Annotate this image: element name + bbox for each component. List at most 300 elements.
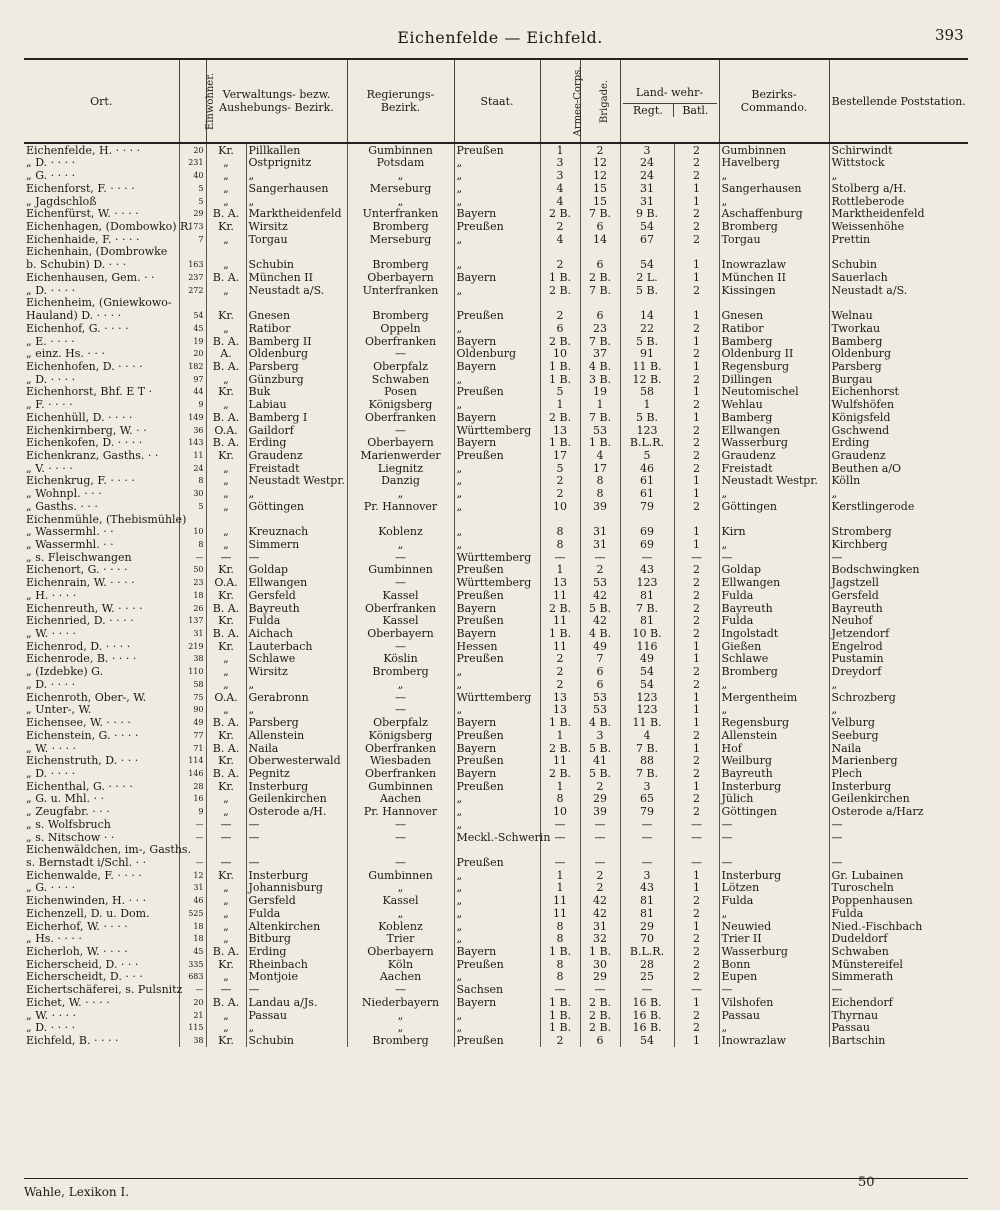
cell-ac: 17 <box>540 449 580 462</box>
col-armeecorps: Armee-Corps. <box>540 60 580 143</box>
cell-po: Schubin <box>829 258 968 271</box>
cell-vb: Ostprignitz <box>246 157 347 170</box>
cell-ab: „ <box>206 933 246 946</box>
cell-st: Bayern <box>454 996 540 1009</box>
cell-ac: 10 <box>540 805 580 818</box>
table-row <box>24 271 968 284</box>
cell-rg: Gumbinnen <box>347 143 454 157</box>
cell-ac: 4 <box>540 195 580 208</box>
cell-vb: Ellwangen <box>246 576 347 589</box>
cell-rt: 31 <box>620 182 674 195</box>
cell-ac: 1 <box>540 564 580 577</box>
cell-rg: Pr. Hannover <box>347 805 454 818</box>
cell-bz: Regensburg <box>719 716 829 729</box>
cell-rt: 69 <box>620 526 674 539</box>
cell-po: Turoscheln <box>829 882 968 895</box>
running-title: Eichenfelde — Eichfeld. <box>397 28 603 47</box>
cell-st: „ <box>454 322 540 335</box>
cell-ac: 1 <box>540 729 580 742</box>
cell-bz: „ <box>719 704 829 717</box>
table-row <box>24 755 968 768</box>
cell-po: Engelrod <box>829 640 968 653</box>
cell-vb: Aichach <box>246 627 347 640</box>
cell-einw: 110 <box>179 665 206 678</box>
cell-ort: Eichfeld, B. · · · · <box>26 1034 119 1048</box>
cell-ac: 4 <box>540 233 580 246</box>
cell-ab: O.A. <box>206 424 246 437</box>
cell-vb: Buk <box>246 386 347 399</box>
table-row <box>24 818 968 831</box>
cell-bg: 5 B. <box>580 742 620 755</box>
table-row <box>24 220 968 233</box>
cell-rg: „ <box>347 882 454 895</box>
cell-vb: Goldap <box>246 564 347 577</box>
table-row <box>24 297 968 310</box>
cell-ort: Eichenkrug, F. · · · · <box>26 474 135 488</box>
cell-rt: 31 <box>620 195 674 208</box>
cell-bg: 4 B. <box>580 716 620 729</box>
table-row <box>24 704 968 717</box>
cell-po: „ <box>829 169 968 182</box>
cell-ort: Eichet, W. · · · · <box>26 995 110 1009</box>
cell-vb: Ratibor <box>246 322 347 335</box>
cell-rg: Aachen <box>347 793 454 806</box>
cell-bz: Kissingen <box>719 284 829 297</box>
cell-ac: 8 <box>540 920 580 933</box>
cell-vb: „ <box>246 1022 347 1035</box>
cell-st: „ <box>454 462 540 475</box>
table-row <box>24 869 968 882</box>
table-row <box>24 500 968 513</box>
cell-einw: 115 <box>179 1022 206 1035</box>
cell-bt: 2 <box>674 589 719 602</box>
cell-bz: Bonn <box>719 958 829 971</box>
cell-rg: Oppeln <box>347 322 454 335</box>
cell-ab: „ <box>206 258 246 271</box>
cell-bt <box>674 844 719 857</box>
cell-vb: Wirsitz <box>246 665 347 678</box>
cell-ab: O.A. <box>206 576 246 589</box>
table-row <box>24 907 968 920</box>
table-row <box>24 449 968 462</box>
cell-ab: O.A. <box>206 691 246 704</box>
cell-ac: 2 B. <box>540 602 580 615</box>
cell-st: „ <box>454 284 540 297</box>
cell-po: Plech <box>829 767 968 780</box>
cell-bg: 2 B. <box>580 1022 620 1035</box>
cell-rt: 43 <box>620 564 674 577</box>
col-landwehr <box>620 60 719 143</box>
cell-rg: Merseburg <box>347 233 454 246</box>
cell-st: „ <box>454 538 540 551</box>
cell-bt: 2 <box>674 208 719 221</box>
cell-bt: 1 <box>674 475 719 488</box>
cell-bg: 3 B. <box>580 373 620 386</box>
col-einwohner: Einwohner. <box>179 60 206 143</box>
cell-rg: Liegnitz <box>347 462 454 475</box>
cell-ac: 1 B. <box>540 1009 580 1022</box>
cell-einw: 50 <box>179 564 206 577</box>
cell-bz: Inowrazlaw <box>719 258 829 271</box>
cell-ac: 1 B. <box>540 360 580 373</box>
table-row <box>24 1034 968 1047</box>
cell-ac: 1 <box>540 869 580 882</box>
cell-st: Meckl.-Schwerin <box>454 831 540 844</box>
cell-rg: — <box>347 576 454 589</box>
cell-rt <box>620 246 674 259</box>
cell-bz: Bamberg <box>719 411 829 424</box>
cell-ab: Kr. <box>206 449 246 462</box>
cell-bz: Vilshofen <box>719 996 829 1009</box>
cell-bg: 39 <box>580 500 620 513</box>
cell-bg: 7 B. <box>580 411 620 424</box>
cell-ab: „ <box>206 462 246 475</box>
table-row <box>24 1009 968 1022</box>
cell-bz: Freistadt <box>719 462 829 475</box>
cell-st: Preußen <box>454 589 540 602</box>
cell-ab: Kr. <box>206 640 246 653</box>
cell-ort: „ Jagdschloß <box>26 194 97 208</box>
cell-st: Bayern <box>454 360 540 373</box>
cell-bg: 14 <box>580 233 620 246</box>
cell-rg: Kassel <box>347 894 454 907</box>
cell-po: Jagstzell <box>829 576 968 589</box>
cell-ac: 2 <box>540 1034 580 1047</box>
cell-ort: „ G. · · · · <box>26 169 76 183</box>
cell-st: „ <box>454 373 540 386</box>
cell-st: „ <box>454 818 540 831</box>
cell-ab: „ <box>206 665 246 678</box>
cell-bz: „ <box>719 195 829 208</box>
cell-einw: 7 <box>179 233 206 246</box>
cell-vb: Erding <box>246 945 347 958</box>
cell-st: Oldenburg <box>454 348 540 361</box>
cell-bt: 2 <box>674 665 719 678</box>
cell-rt: 12 B. <box>620 373 674 386</box>
cell-st: „ <box>454 169 540 182</box>
cell-bg: 17 <box>580 462 620 475</box>
table-row <box>24 538 968 551</box>
cell-einw: 683 <box>179 971 206 984</box>
cell-po: — <box>829 551 968 564</box>
cell-rg: — <box>347 551 454 564</box>
cell-vb: „ <box>246 487 347 500</box>
cell-po: „ <box>829 487 968 500</box>
cell-rt: 29 <box>620 920 674 933</box>
table-row <box>24 945 968 958</box>
cell-rt: 16 B. <box>620 996 674 1009</box>
cell-vb: Allenstein <box>246 729 347 742</box>
cell-ac: 4 <box>540 182 580 195</box>
cell-einw <box>179 246 206 259</box>
cell-ac: 1 <box>540 143 580 157</box>
cell-bg: 2 <box>580 780 620 793</box>
cell-st: „ <box>454 1009 540 1022</box>
cell-st: „ <box>454 195 540 208</box>
cell-bz: Kirn <box>719 526 829 539</box>
table-row <box>24 678 968 691</box>
cell-einw: 71 <box>179 742 206 755</box>
cell-ab: B. A. <box>206 208 246 221</box>
cell-bg: 3 <box>580 729 620 742</box>
cell-vb: Neustadt a/S. <box>246 284 347 297</box>
cell-rt: 3 <box>620 780 674 793</box>
cell-rt: 123 <box>620 424 674 437</box>
cell-po: Poppenhausen <box>829 894 968 907</box>
cell-rt: 7 B. <box>620 602 674 615</box>
cell-vb: Passau <box>246 1009 347 1022</box>
cell-ab: Kr. <box>206 755 246 768</box>
cell-vb: Parsberg <box>246 716 347 729</box>
table-row <box>24 780 968 793</box>
cell-vb: Naila <box>246 742 347 755</box>
cell-ac: 8 <box>540 793 580 806</box>
table-row <box>24 576 968 589</box>
cell-bg: 49 <box>580 640 620 653</box>
cell-rt: 54 <box>620 258 674 271</box>
cell-vb: „ <box>246 195 347 208</box>
cell-rg: „ <box>347 678 454 691</box>
cell-ab: — <box>206 831 246 844</box>
cell-rg: Köln <box>347 958 454 971</box>
cell-einw: 11 <box>179 449 206 462</box>
cell-rg: — <box>347 983 454 996</box>
cell-einw: 272 <box>179 284 206 297</box>
cell-ort: Eichenwinden, H. · · · <box>26 894 147 908</box>
cell-st: „ <box>454 907 540 920</box>
cell-st: „ <box>454 398 540 411</box>
cell-ort: Eichenhof, G. · · · · <box>26 321 129 335</box>
table-row <box>24 958 968 971</box>
cell-vb: Osterode a/H. <box>246 805 347 818</box>
table-row <box>24 983 968 996</box>
cell-rg <box>347 844 454 857</box>
cell-bg: 2 <box>580 882 620 895</box>
table-row <box>24 729 968 742</box>
cell-ab: B. A. <box>206 716 246 729</box>
cell-einw: 26 <box>179 602 206 615</box>
cell-st: „ <box>454 1022 540 1035</box>
cell-bz: „ <box>719 1022 829 1035</box>
cell-bt: 2 <box>674 462 719 475</box>
cell-bz: Wasserburg <box>719 945 829 958</box>
cell-ort: Eicherhof, W. · · · · <box>26 919 128 933</box>
cell-po: Sauerlach <box>829 271 968 284</box>
table-row <box>24 894 968 907</box>
cell-rg: Unterfranken <box>347 208 454 221</box>
cell-vb: — <box>246 983 347 996</box>
table-row <box>24 462 968 475</box>
cell-rg: Oberpfalz <box>347 360 454 373</box>
table-row <box>24 691 968 704</box>
cell-po: Wittstock <box>829 157 968 170</box>
cell-bt: 2 <box>674 437 719 450</box>
cell-ab: „ <box>206 907 246 920</box>
cell-rt: — <box>620 831 674 844</box>
table-row <box>24 487 968 500</box>
cell-bg: 53 <box>580 576 620 589</box>
cell-bg: 7 B. <box>580 284 620 297</box>
cell-bg: 29 <box>580 793 620 806</box>
cell-bt: 1 <box>674 386 719 399</box>
cell-ac: 1 B. <box>540 996 580 1009</box>
cell-ort: „ (Izdebke) G. <box>26 665 104 679</box>
cell-vb: Rheinbach <box>246 958 347 971</box>
table-row <box>24 386 968 399</box>
cell-rg: Unterfranken <box>347 284 454 297</box>
cell-ab <box>206 297 246 310</box>
cell-bg: 42 <box>580 615 620 628</box>
cell-ab: — <box>206 856 246 869</box>
cell-bz: Göttingen <box>719 500 829 513</box>
cell-po <box>829 844 968 857</box>
cell-ab: Kr. <box>206 729 246 742</box>
cell-st: Preußen <box>454 780 540 793</box>
cell-st: Bayern <box>454 742 540 755</box>
cell-vb: Gersfeld <box>246 894 347 907</box>
cell-rg <box>347 246 454 259</box>
cell-rt: 81 <box>620 589 674 602</box>
cell-bz: Sangerhausen <box>719 182 829 195</box>
cell-ort: „ Hs. · · · · <box>26 932 82 946</box>
cell-st: Württemberg <box>454 424 540 437</box>
cell-rt: — <box>620 856 674 869</box>
cell-st: „ <box>454 500 540 513</box>
cell-rt: 43 <box>620 882 674 895</box>
cell-rg: Oberfranken <box>347 742 454 755</box>
cell-bz: Neustadt Westpr. <box>719 475 829 488</box>
cell-ac: 3 <box>540 157 580 170</box>
cell-po: Stolberg a/H. <box>829 182 968 195</box>
cell-bt: 2 <box>674 449 719 462</box>
cell-ort: Eichenried, D. · · · · <box>26 614 134 628</box>
cell-bz: Bayreuth <box>719 602 829 615</box>
cell-st: „ <box>454 258 540 271</box>
cell-einw: 9 <box>179 805 206 818</box>
table-row <box>24 208 968 221</box>
cell-ort: Eichenkirnberg, W. · · <box>26 423 147 437</box>
cell-vb: Schubin <box>246 258 347 271</box>
cell-ac: 2 B. <box>540 208 580 221</box>
cell-ab: „ <box>206 195 246 208</box>
cell-rt: 9 B. <box>620 208 674 221</box>
cell-po: Gr. Lubainen <box>829 869 968 882</box>
cell-rg: Pr. Hannover <box>347 500 454 513</box>
cell-po: Velburg <box>829 716 968 729</box>
cell-vb: Montjoie <box>246 971 347 984</box>
cell-ab: „ <box>206 894 246 907</box>
cell-ac: 1 B. <box>540 716 580 729</box>
cell-einw: 10 <box>179 526 206 539</box>
cell-st: Württemberg <box>454 576 540 589</box>
cell-ab: B. A. <box>206 335 246 348</box>
cell-einw: 114 <box>179 755 206 768</box>
cell-ort: Eichenfelde, H. · · · · <box>26 143 141 157</box>
col-regt: Regt. <box>623 104 675 117</box>
cell-ab: „ <box>206 169 246 182</box>
cell-rt: 5 B. <box>620 284 674 297</box>
cell-po: Simmerath <box>829 971 968 984</box>
cell-bg <box>580 844 620 857</box>
cell-ac: 2 <box>540 487 580 500</box>
cell-ac <box>540 513 580 526</box>
cell-einw: 18 <box>179 933 206 946</box>
cell-ort: Eichenstruth, D. · · · <box>26 754 139 768</box>
cell-einw: 143 <box>179 437 206 450</box>
cell-rg: Kassel <box>347 589 454 602</box>
cell-bg: 15 <box>580 195 620 208</box>
cell-bz <box>719 844 829 857</box>
cell-bt: 2 <box>674 805 719 818</box>
cell-ab: Kr. <box>206 220 246 233</box>
cell-po: Stromberg <box>829 526 968 539</box>
cell-rg: Danzig <box>347 475 454 488</box>
cell-ac: — <box>540 983 580 996</box>
cell-vb: Fulda <box>246 615 347 628</box>
cell-vb: Graudenz <box>246 449 347 462</box>
cell-bz: Allenstein <box>719 729 829 742</box>
cell-rt: 24 <box>620 169 674 182</box>
cell-rt: — <box>620 551 674 564</box>
cell-rg: Gumbinnen <box>347 780 454 793</box>
cell-vb: Kreuznach <box>246 526 347 539</box>
cell-rt: 79 <box>620 500 674 513</box>
cell-ac <box>540 844 580 857</box>
cell-bt: 2 <box>674 1022 719 1035</box>
cell-po: Kerstlingerode <box>829 500 968 513</box>
cell-ab: „ <box>206 284 246 297</box>
cell-st: Bayern <box>454 945 540 958</box>
cell-ac: 11 <box>540 894 580 907</box>
cell-bt: 2 <box>674 767 719 780</box>
cell-bt: 2 <box>674 348 719 361</box>
cell-bg: 8 <box>580 487 620 500</box>
cell-bt: 1 <box>674 742 719 755</box>
cell-bz: Aschaffenburg <box>719 208 829 221</box>
cell-bz: „ <box>719 487 829 500</box>
cell-ort: Eichenkranz, Gasths. · · <box>26 448 159 462</box>
cell-ort: „ Wassermhl. · · <box>26 525 114 539</box>
bottom-rule <box>24 1178 968 1179</box>
cell-bg: 29 <box>580 971 620 984</box>
cell-vb <box>246 246 347 259</box>
cell-bt: — <box>674 551 719 564</box>
cell-bg: 6 <box>580 220 620 233</box>
cell-bz <box>719 297 829 310</box>
cell-st: „ <box>454 894 540 907</box>
cell-bt: — <box>674 831 719 844</box>
cell-ort: s. Bernstadt i/Schl. · · <box>26 855 147 869</box>
cell-bt: 2 <box>674 373 719 386</box>
cell-rt: 24 <box>620 157 674 170</box>
cell-po: Pustamin <box>829 653 968 666</box>
cell-st: Bayern <box>454 627 540 640</box>
cell-bg: — <box>580 551 620 564</box>
cell-ab: „ <box>206 805 246 818</box>
cell-po: Kölln <box>829 475 968 488</box>
cell-einw: 237 <box>179 271 206 284</box>
cell-bz: — <box>719 818 829 831</box>
cell-bz: Gnesen <box>719 309 829 322</box>
cell-bz: Lötzen <box>719 882 829 895</box>
cell-ab: Kr. <box>206 564 246 577</box>
cell-bg: 15 <box>580 182 620 195</box>
cell-bg: 5 B. <box>580 602 620 615</box>
cell-ab: „ <box>206 920 246 933</box>
cell-ort: Eichenrode, B. · · · · <box>26 652 137 666</box>
cell-po: Kirchberg <box>829 538 968 551</box>
cell-ab: „ <box>206 398 246 411</box>
